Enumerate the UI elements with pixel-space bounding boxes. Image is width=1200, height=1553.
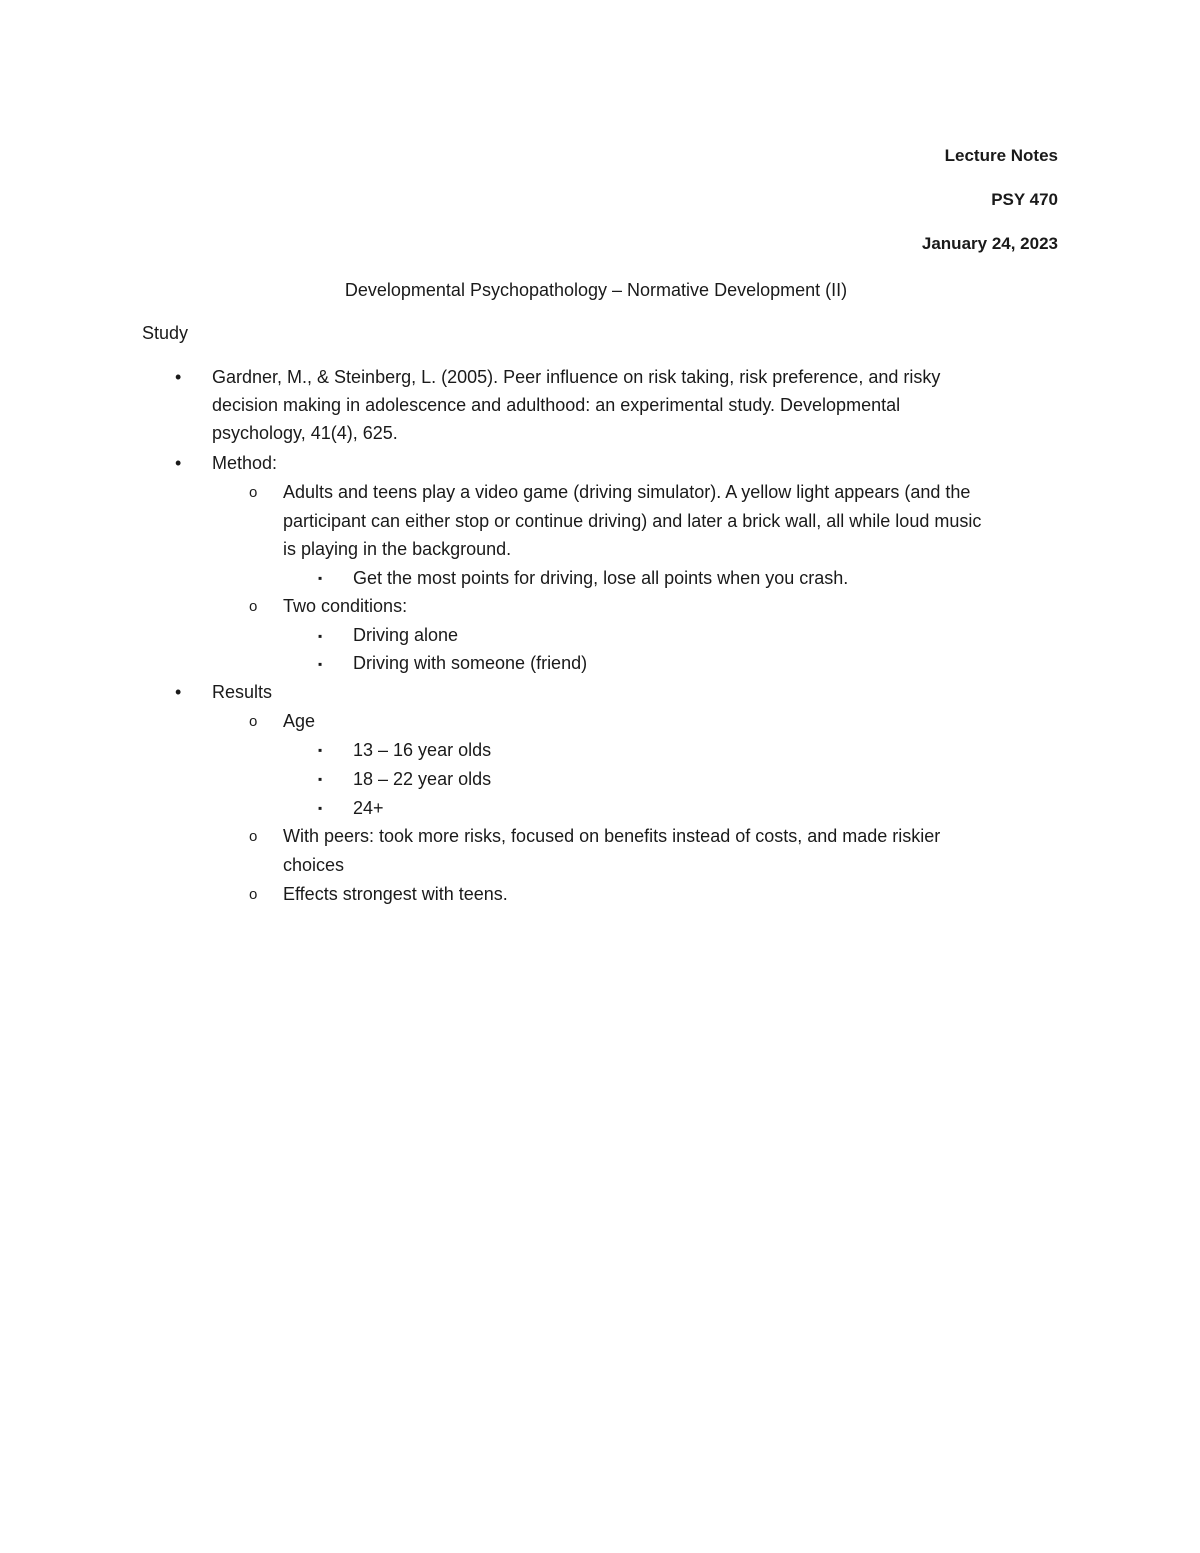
section-label: Study [142,323,189,343]
sub-bullet-marker: o [249,598,258,615]
bullet-marker: • [175,453,182,473]
age-group-item: 13 – 16 year olds [353,740,492,760]
method-description-line: Adults and teens play a video game (driving simulator). A yellow light appears (and the [283,482,971,502]
document-title: Developmental Psychopathology – Normative Development (II) [344,280,848,300]
results-label: Results [212,682,273,702]
age-group-item: 24+ [353,798,384,818]
citation-line: Gardner, M., & Steinberg, L. (2005). Peer influence on risk taking, risk preference, and risky [212,367,941,387]
sub-bullet-marker: o [249,484,258,501]
citation-line: decision making in adolescence and adulthood: an experimental study. Developmental [212,395,901,415]
condition-item: Driving with someone (friend) [353,653,588,673]
condition-item: Driving alone [353,625,459,645]
header-course: PSY 470 [991,190,1058,209]
method-description-line: is playing in the background. [283,539,512,559]
sub-sub-bullet-marker: ▪ [318,571,323,585]
points-rule: Get the most points for driving, lose all points when you crash. [353,568,849,588]
bullet-marker: • [175,682,182,702]
age-group-item: 18 – 22 year olds [353,769,492,789]
age-label: Age [283,711,316,731]
method-label: Method: [212,453,278,473]
sub-bullet-marker: o [249,828,258,845]
bullet-marker: • [175,367,182,387]
sub-sub-bullet-marker: ▪ [318,772,323,786]
peers-result-line: choices [283,855,345,875]
citation-line: psychology, 41(4), 625. [212,423,398,443]
sub-bullet-marker: o [249,713,258,730]
header-date: January 24, 2023 [921,234,1058,253]
peers-result-line: With peers: took more risks, focused on benefits instead of costs, and made riskier [283,826,941,846]
sub-sub-bullet-marker: ▪ [318,629,323,643]
sub-sub-bullet-marker: ▪ [318,801,323,815]
conditions-label: Two conditions: [283,596,408,616]
header-label: Lecture Notes [944,146,1058,165]
sub-sub-bullet-marker: ▪ [318,743,323,757]
method-description-line: participant can either stop or continue driving) and later a brick wall, all while loud music [283,511,982,531]
effects-result: Effects strongest with teens. [283,884,508,904]
sub-bullet-marker: o [249,886,258,903]
sub-sub-bullet-marker: ▪ [318,657,323,671]
